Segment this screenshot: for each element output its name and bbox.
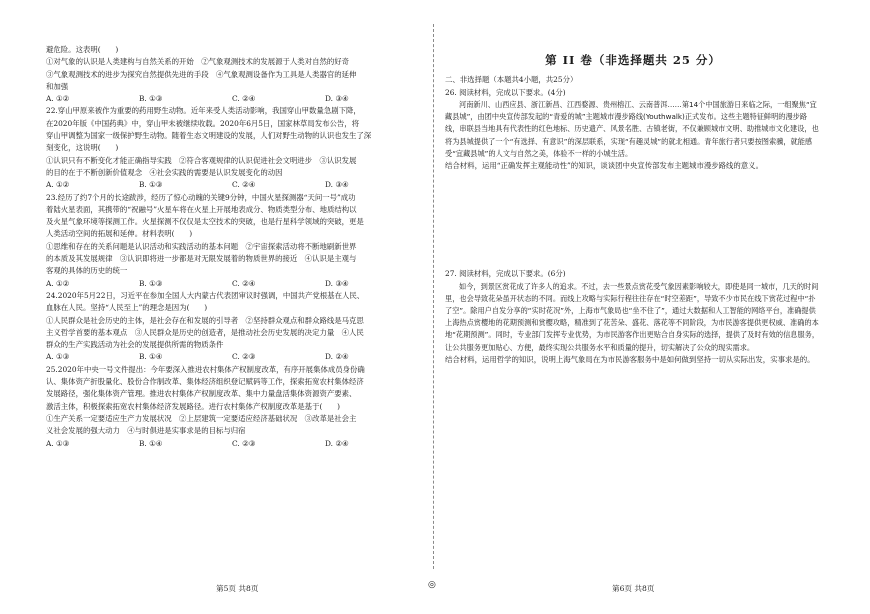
q22-line: 的目的在于不断创新价值观念 ④社会实践的需要是认识发展变化的动因 <box>46 167 283 177</box>
option-d: D. ③④ <box>325 94 349 104</box>
q23-line: 着陆火星表面，其携带的“祝融号”火星车将在火星上开展地表成分、物质类型分布、地质结构以 <box>46 204 357 214</box>
option-a: A. ①② <box>46 180 70 190</box>
q25-options <box>46 438 418 450</box>
q22-line: 22.穿山甲原来被作为重要的药用野生动物。近年来受人类活动影响，我国穿山甲数量急剧下降， <box>46 106 361 116</box>
q27-task: 结合材料，运用哲学的知识，说明上海气象局在为市民游客服务中是如何做到坚持一切从实际出发，实事求是的。 <box>445 354 815 364</box>
q23-line: 客观的具体的历史的统一 <box>46 266 128 276</box>
q21-line: ①对气象的认识是人类建构与自然关系的开始 ②气象观测技术的发展源于人类对自然的好奇 <box>46 57 350 67</box>
q26-material: 河南新川、山西应县、浙江新昌、江西婺源、贵州榕江、云南普洱……第14个中国旅游日来临之际，一组聚焦“宜藏县城”，由团中央宣传部发起的“青爱的城”主题城市漫步路线(Youthwalk)正式发布。这些主题特征鲜明的漫步路线，串联县当地具有代表性的红色地标、历史遗产、风景名胜、古镇老街，不仅兼顾城市文明、助推城市文化建设，也将为县城提供了一个“有选择、有意识”的深层联系，实现“有趣灵城”的就北相通。青年旅行者只要按图索骥，就能感受“宜藏县城”的人文与自然之美，体验不一样的小城生活。 <box>445 99 819 158</box>
q21-tail: 避危险。这表明( ) <box>46 45 119 54</box>
option-b: B. ①④ <box>139 352 163 362</box>
q26-heading: 26. 阅读材料，完成以下要求。(4分) <box>445 87 566 97</box>
q26-task: 结合材料，运用“正确发挥主观能动性”的知识，谈谈团中央宣传部发布主题城市漫步路线的意义。 <box>445 160 763 170</box>
answer-space <box>445 172 821 268</box>
column-divider <box>433 24 434 569</box>
q24-line: 群众的生产实践活动为社会的发展提供所需的物质条件 <box>46 340 224 350</box>
q25-line: 义社会发展的强大动力 ④与时俱进是实事求是的目标与归宿 <box>46 426 246 436</box>
q22-line: ①认识只有不断变化才能正确指导实践 ②符合客观规律的认识促进社会文明进步 ③认识发展 <box>46 155 357 165</box>
q22-options <box>46 179 418 191</box>
q22-line: 在2020年版《中国药典》中，穿山甲未被继续收载。2020年6月5日，国家林草局发布公告，将 <box>46 118 360 128</box>
q21-options <box>46 93 418 105</box>
q25-line: ①生产关系一定要适应生产力发展状况 ②上层建筑一定要适应经济基础状况 ③改革是社会主 <box>46 413 357 423</box>
option-b: B. ①③ <box>139 180 163 190</box>
option-d: D. ③④ <box>325 180 349 190</box>
option-c: C. ②④ <box>232 94 256 104</box>
q22-line: 刻变化，这说明( ) <box>46 143 119 153</box>
option-d: D. ②④ <box>325 352 349 362</box>
q23-options <box>46 278 418 290</box>
q27-material: 如今，到景区赏花成了许多人的追求。不过，去一些景点赏花受气象因素影响较大，即使是同一城市，几天的时间里，也会导致花朵虽开状态的不同。而线上攻略与实际行程往往存在“时空差距”，导致不少市民在线下赏花过程中“扑了空”。除用户自发分享的“实时花况”外，上海市气象局也“坐不住了”，通过大数据和人工智能的网络平台，准确提供上海热点赏樱地的花期预测和赏樱攻略，精准到了花苦朵、盛花、落花等不同阶段，为市民游客提供更权威、准确的本地“花期预测”。同时，专业部门发挥专业优势，为市民游客作出更贴合自身实际的选择，提供了及时有效的信息服务，让公共服务更加贴心、方便，最终实现公共服务水平和质量的提升，切实解决了公众的现实需求。 <box>445 281 820 352</box>
q23-line: ①思维和存在的关系问题是认识活动和实践活动的基本问题 ②宇宙探索活动将不断地刷新世界 <box>46 241 357 251</box>
q27-heading: 27. 阅读材料，完成以下要求。(6分) <box>445 269 566 279</box>
option-b: B. ①③ <box>139 94 163 104</box>
q25-line: 25.2020年中央一号文件提出：今年要深入推进农村集体产权制度改革，有序开展集体成员身份确 <box>46 364 365 374</box>
page-number-left: 第5页 共8页 <box>216 584 259 593</box>
q25-line: 发展路径，强化集体资产管理。推进农村集体产权制度改革、集中力量盘活集体资源资产要素、 <box>46 389 357 399</box>
q22-line: 穿山甲调整为国家一级保护野生动物。随着生态文明建设的发展，人们对野生动物的认识也发生了深 <box>46 131 372 141</box>
q24-line: ①人民群众是社会历史的主体，是社会存在和发展的引导者 ②坚持群众观点和群众路线是马克思 <box>46 315 364 325</box>
q24-line: 血脉在人民。坚持“人民至上”的理念是因为( ) <box>46 303 208 313</box>
q25-line: 激活主体，积极探索拓宽农村集体经济发展路径。进行农村集体产权制度改革是基于( ) <box>46 401 341 411</box>
option-b: B. ①④ <box>139 438 163 448</box>
left-column <box>46 44 418 450</box>
right-column <box>445 46 821 366</box>
q23-line: 人类活动空间的拓展和延伸。材料表明( ) <box>46 229 193 239</box>
option-a: A. ①② <box>46 94 70 104</box>
center-mark: ◎ <box>428 580 436 590</box>
option-c: C. ②④ <box>232 180 256 190</box>
option-a: A. ①③ <box>46 438 70 448</box>
option-a: A. ①③ <box>46 352 70 362</box>
q23-line: 的本质及其发展规律 ③认识即将进一步都是对无限发展着的物质世界的接近 ④认识是主观与 <box>46 254 357 264</box>
option-b: B. ①③ <box>139 278 163 288</box>
q23-line: 23.经历了约7个月的长途跋涉，经历了惊心动魄的关键9分钟，中国火星探测器“天问一号”成功 <box>46 192 356 202</box>
q25-line: 认、集体资产折股量化、股份合作制改革、集体经济组织登记赋码等工作，探索拓宽农村集体经济 <box>46 377 364 387</box>
option-c: C. ②③ <box>232 352 256 362</box>
page-number-right: 第6页 共8页 <box>612 584 655 593</box>
part-title: 第 II 卷（非选择题共 25 分） <box>545 53 721 67</box>
option-c: C. ②③ <box>232 438 256 448</box>
option-d: D. ②④ <box>325 438 349 448</box>
option-d: D. ③④ <box>325 278 349 288</box>
q21-line: ③气象观测技术的进步为探究自然提供先进的手段 ④气象观测设备作为工具是人类器官的延伸 <box>46 69 357 79</box>
option-a: A. ①② <box>46 278 70 288</box>
option-c: C. ②④ <box>232 278 256 288</box>
q24-line: 24.2020年5月22日，习近平在参加全国人大内蒙古代表团审议时强调，中国共产党根基在人民、 <box>46 290 365 300</box>
q23-line: 及火星气象环境等探测工作。火星探测不仅仅是太空技术的突破，也是行星科学领域的突破，更是 <box>46 217 364 227</box>
section-heading: 二、非选择题（本题共4小题，共25分） <box>445 75 578 85</box>
q24-options <box>46 351 418 363</box>
q24-line: 主义哲学首要的基本观点 ③人民群众是历史的创造者，是推动社会历史发展的决定力量 ④人民 <box>46 327 364 337</box>
q21-line: 和加强 <box>46 81 69 91</box>
